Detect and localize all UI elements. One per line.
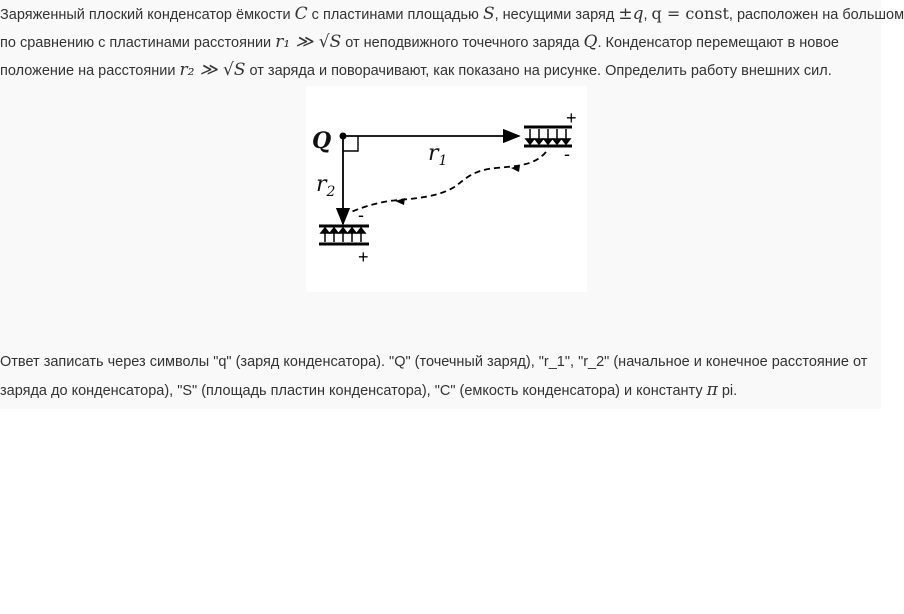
problem-text-line-1 bbox=[0, 0, 904, 29]
text-segment: Ответ записать через символы "q" (заряд конденсатора). "Q" (точечный заряд), "r_1", "r_2" (начальное и конечное расстояние от bbox=[0, 354, 868, 370]
text-segment: заряда до конденсатора), "S" (площадь пластин конденсатора), "C" (емкость конденсатора) и константу bbox=[0, 383, 707, 399]
text-segment: , расположен на большом bbox=[728, 7, 904, 23]
answer-text-line-2 bbox=[0, 376, 881, 405]
trajectory-arrowhead-2 bbox=[395, 198, 405, 205]
text-segment: . Конденсатор перемещают в новое bbox=[597, 35, 839, 51]
capacitor-initial bbox=[524, 108, 577, 164]
text-segment: от заряда и поворачивают, как показано на рисунке. Определить работу внешних сил. bbox=[245, 63, 832, 79]
problem-text-line-3 bbox=[0, 56, 881, 85]
initial-minus-sign: - bbox=[564, 144, 570, 164]
math-area: S bbox=[482, 4, 495, 24]
capacitor-figure bbox=[306, 86, 587, 292]
initial-plus-sign: + bbox=[566, 108, 577, 128]
text-segment: положение на расстоянии bbox=[0, 63, 180, 79]
text-segment: от неподвижного точечного заряда bbox=[341, 35, 584, 51]
math-q-const: q = const bbox=[651, 4, 729, 23]
final-minus-sign: - bbox=[358, 205, 364, 225]
label-r1: $r_1$ bbox=[428, 141, 448, 169]
final-plus-sign: + bbox=[358, 247, 369, 267]
math-charge: ±q bbox=[618, 4, 644, 24]
math-capacitance: C bbox=[294, 4, 308, 24]
math-r1-condition: r₁ ≫ √S bbox=[275, 32, 342, 52]
label-Q: Q bbox=[312, 128, 332, 154]
label-r2: $r_2$ bbox=[316, 172, 336, 200]
text-segment: , несущими заряд bbox=[494, 7, 619, 23]
math-pi: π bbox=[706, 380, 718, 400]
problem-text-line-2 bbox=[0, 28, 881, 57]
math-r2-condition: r₂ ≫ √S bbox=[179, 60, 246, 80]
trajectory-path bbox=[351, 152, 546, 212]
text-segment: Заряженный плоский конденсатор ёмкости bbox=[0, 7, 295, 23]
answer-text-line-1 bbox=[0, 348, 881, 376]
math-point-charge: Q bbox=[583, 32, 598, 52]
text-segment: , bbox=[643, 7, 652, 23]
text-segment: pi. bbox=[717, 383, 738, 399]
capacitor-final bbox=[319, 205, 369, 267]
text-segment: с пластинами площадью bbox=[307, 7, 483, 23]
text-segment: по сравнению с пластинами расстоянии bbox=[0, 35, 276, 51]
figure-drawing bbox=[306, 86, 587, 292]
